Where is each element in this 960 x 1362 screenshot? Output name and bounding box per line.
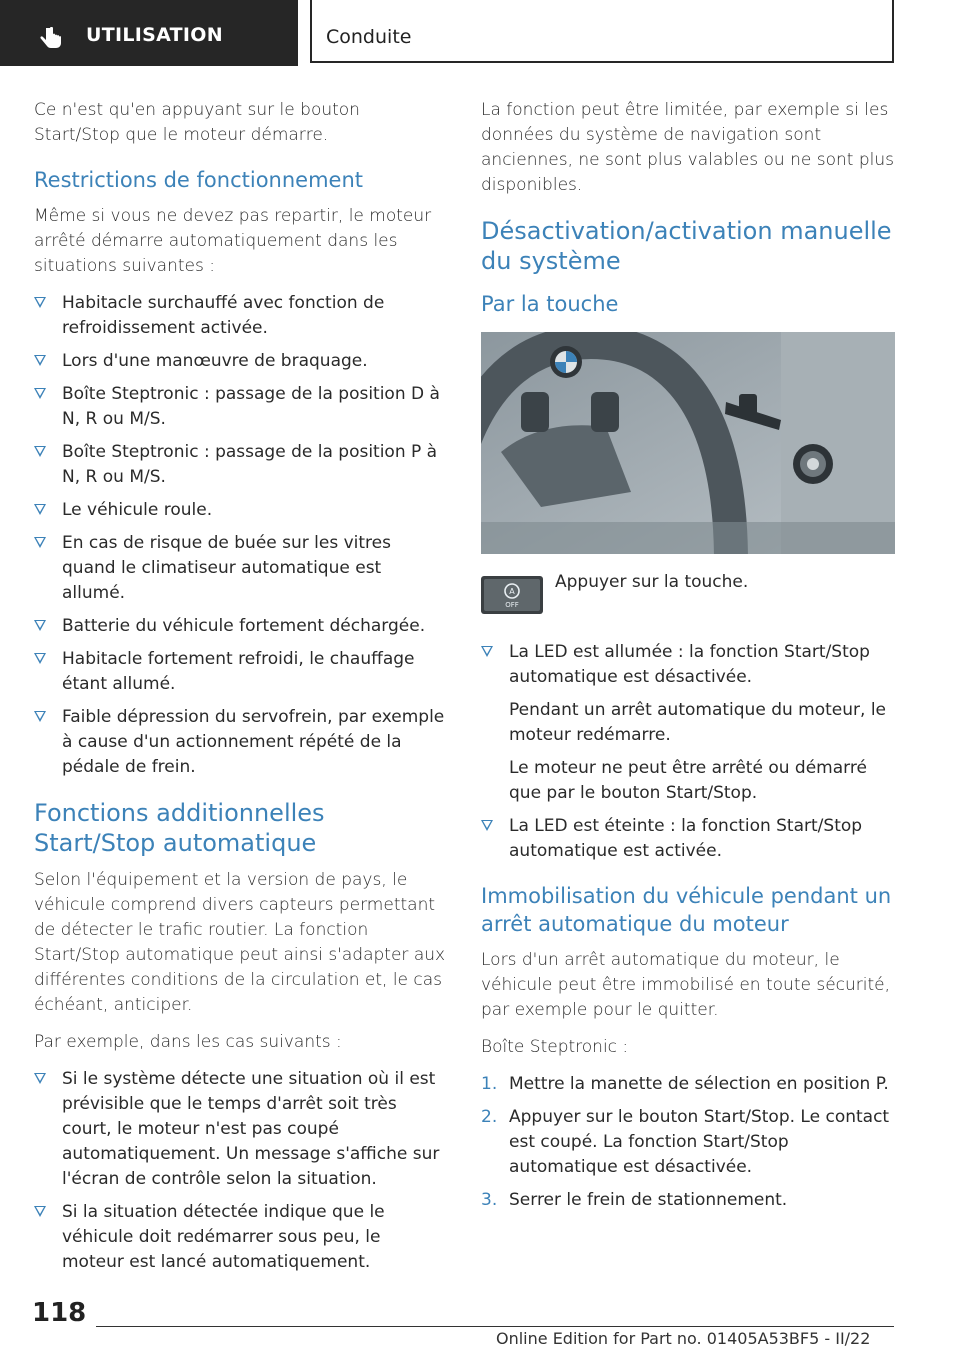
additional-paragraph-1: Selon l'équipement et la version de pays, le véhicule comprend divers capteurs permettant de détecter le trafic routier. La fonction Start/Stop automatique peut ainsi s'adapter aux différentes conditions de la circulation et, le cas échéant, anticiper.: [34, 870, 446, 1015]
triangle-bullet-icon: [34, 711, 46, 722]
heading-restrictions: Restrictions de fonctionnement: [34, 168, 363, 192]
section-tab: [0, 0, 298, 66]
list-item: 3. Serrer le frein de stationnement.: [481, 1190, 788, 1210]
triangle-bullet-icon: [34, 297, 46, 308]
additional-paragraph-2: Par exemple, dans les cas suivants :: [34, 1032, 342, 1052]
triangle-bullet-icon: [34, 653, 46, 664]
heading-additional-functions: Fonctions additionnelles Start/Stop automatique: [34, 799, 325, 857]
hand-pointer-icon: [38, 26, 64, 52]
left-column: [34, 98, 446, 1283]
triangle-bullet-icon: [34, 388, 46, 399]
triangle-bullet-icon: [481, 820, 493, 831]
page-number: 118: [32, 1298, 87, 1328]
triangle-bullet-icon: [481, 646, 493, 657]
triangle-bullet-icon: [34, 620, 46, 631]
triangle-bullet-icon: [34, 1206, 46, 1217]
intro-paragraph: Ce n'est qu'en appuyant sur le bouton Start/Stop que le moteur démarre.: [34, 100, 360, 145]
section-title: UTILISATION: [86, 24, 223, 46]
restrictions-intro: Même si vous ne devez pas repartir, le moteur arrêté démarre automatiquement dans les situations suivantes :: [34, 206, 432, 276]
led-on-note-2: Le moteur ne peut être arrêté ou démarré que par le bouton Start/Stop.: [509, 758, 867, 803]
steering-wheel-photo: [481, 332, 895, 554]
list-item: Batterie du véhicule fortement déchargée.: [34, 614, 446, 639]
limitation-paragraph: La fonction peut être limitée, par exemple si les données du système de navigation sont anciennes, ne sont plus valables ou ne sont plus disponibles.: [481, 100, 894, 195]
list-item: Habitacle fortement refroidi, le chauffage étant allumé.: [34, 647, 446, 697]
footer-divider: [96, 1326, 894, 1327]
triangle-bullet-icon: [34, 504, 46, 515]
triangle-bullet-icon: [34, 1073, 46, 1084]
list-item: La LED est éteinte : la fonction Start/Stop automatique est activée.: [481, 814, 895, 864]
led-state-list: [481, 640, 895, 864]
list-item: Lors d'une manœuvre de braquage.: [34, 349, 446, 374]
heading-manual-toggle: Désactivation/activation manuelle du système: [481, 217, 892, 275]
list-item: Si le système détecte une situation où il est prévisible que le temps d'arrêt soit très court, le moteur n'est pas coupé automatiquement. Un message s'affiche sur l'écran de contrôle selon la situation.: [34, 1067, 446, 1192]
right-column: [481, 98, 895, 1221]
triangle-bullet-icon: [34, 537, 46, 548]
led-on-note-1: Pendant un arrêt automatique du moteur, le moteur redémarre.: [509, 700, 886, 745]
press-button-text: Appuyer sur la touche.: [555, 572, 749, 592]
restrictions-list: [34, 291, 446, 780]
heading-by-button: Par la touche: [481, 292, 619, 316]
triangle-bullet-icon: [34, 355, 46, 366]
button-instruction-row: [481, 570, 895, 628]
list-item: Habitacle surchauffé avec fonction de refroidissement activée.: [34, 291, 446, 341]
subsection-box: [310, 0, 894, 63]
footer-edition: Online Edition for Part no. 01405A53BF5 - II/22: [496, 1329, 871, 1348]
list-item: 1. Mettre la manette de sélection en position P.: [481, 1074, 889, 1094]
steptronic-label: Boîte Steptronic :: [481, 1037, 629, 1057]
list-item: 2. Appuyer sur le bouton Start/Stop. Le contact est coupé. La fonction Start/Stop automatique est désactivée.: [481, 1107, 890, 1177]
list-item: En cas de risque de buée sur les vitres quand le climatiseur automatique est allumé.: [34, 531, 446, 606]
steps-list: [481, 1072, 895, 1213]
list-item: Le véhicule roule.: [34, 498, 446, 523]
list-item: Boîte Steptronic : passage de la position D à N, R ou M/S.: [34, 382, 446, 432]
svg-text:A: A: [509, 587, 515, 596]
subsection-title: Conduite: [326, 26, 412, 48]
list-item: Faible dépression du servofrein, par exemple à cause d'un actionnement répété de la pédale de frein.: [34, 705, 446, 780]
list-item: Boîte Steptronic : passage de la position P à N, R ou M/S.: [34, 440, 446, 490]
off-label: OFF: [505, 601, 519, 609]
immobilisation-paragraph: Lors d'un arrêt automatique du moteur, le véhicule peut être immobilisé en toute sécurité, par exemple pour le quitter.: [481, 950, 891, 1020]
additional-list: [34, 1067, 446, 1275]
heading-immobilisation: Immobilisation du véhicule pendant un arrêt automatique du moteur: [481, 884, 892, 936]
list-item: Si la situation détectée indique que le véhicule doit redémarrer sous peu, le moteur est lancé automatiquement.: [34, 1200, 446, 1275]
list-item: La LED est allumée : la fonction Start/Stop automatique est désactivée. Pendant un arrêt automatique du moteur, le moteur redémarre. Le moteur ne peut être arrêté ou démarré que par le bouton Start/Stop.: [481, 640, 895, 806]
triangle-bullet-icon: [34, 446, 46, 457]
auto-start-stop-off-button-icon: [481, 576, 543, 614]
page-header: [0, 0, 960, 66]
